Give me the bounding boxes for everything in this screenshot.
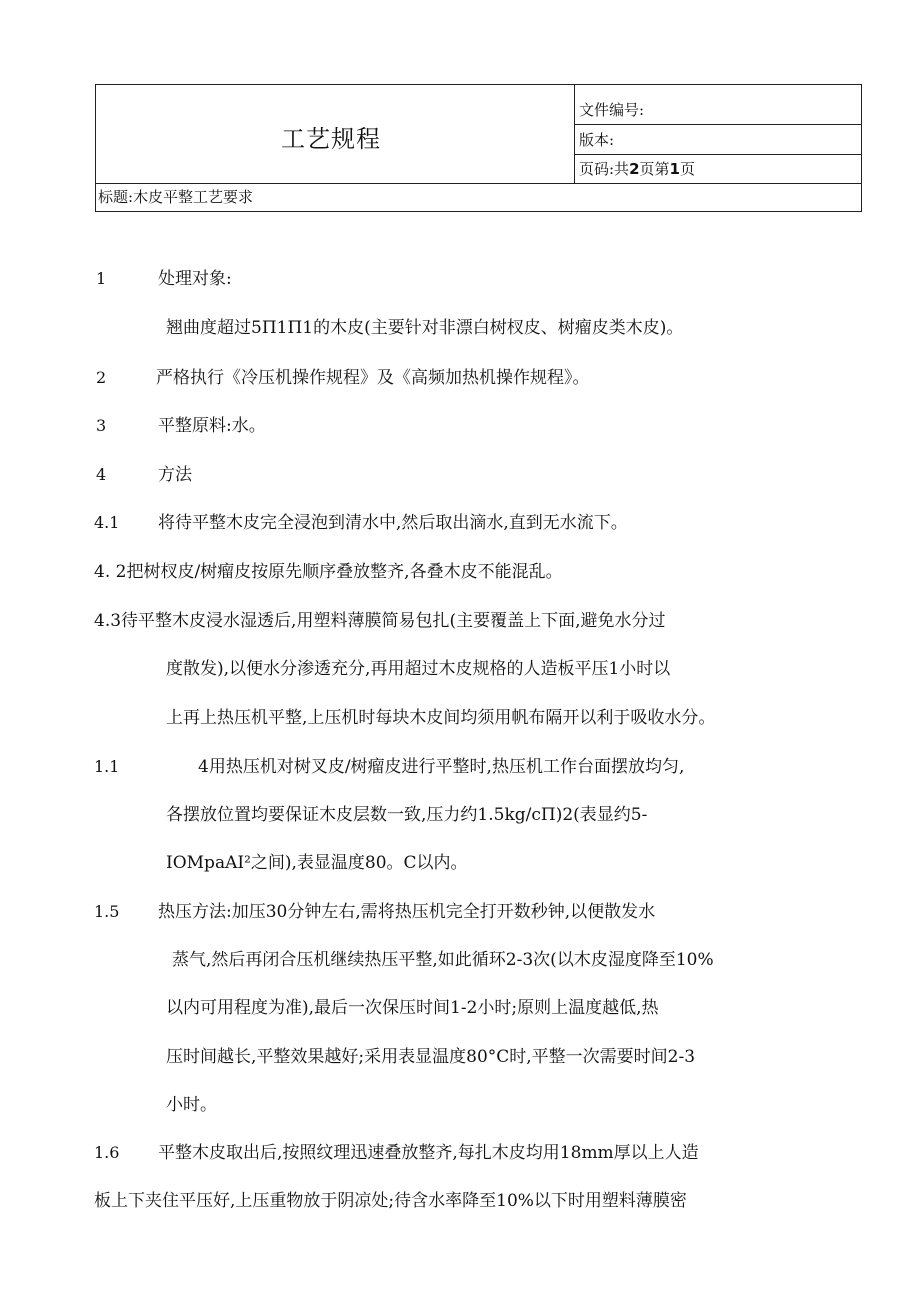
title-cell — [96, 85, 575, 184]
section-2-text: 严格执行《冷压机操作规程》及《高频加热机操作规程》。 — [156, 368, 590, 388]
section-4-3-line-3: 上再上热压机平整,上压机时每块木皮间均须用帆布隔开以利于吸收水分。 — [166, 708, 716, 728]
section-1-1-line-3: IOMpaAI²之间),表显温度80。C以内。 — [166, 853, 468, 873]
page-current: 1 — [669, 160, 680, 178]
section-1-title: 处理对象: — [158, 269, 232, 289]
section-1-5-line-3: 以内可用程度为准),最后一次保压时间1-2小时;原则上温度越低,热 — [166, 998, 659, 1018]
section-1-1-line-1: 4用热压机对树叉皮/树瘤皮进行平整时,热压机工作台面摆放均匀, — [198, 757, 685, 777]
section-1-5-line-1: 热压方法:加压30分钟左右,需将热压机完全打开数秒钟,以便散发水 — [158, 902, 656, 922]
section-1-detail: 翘曲度超过5Π1Π1的木皮(主要针对非漂白树杈皮、树瘤皮类木皮)。 — [166, 318, 684, 338]
page-mid-label: 页第 — [639, 160, 670, 178]
section-1-6-line-1: 平整木皮取出后,按照纹理迅速叠放整齐,每扎木皮均用18mm厚以上人造 — [158, 1143, 699, 1163]
section-1-5-line-5: 小时。 — [166, 1095, 217, 1115]
page-label: 页码:共 — [579, 160, 630, 178]
version-field: 版本: — [575, 125, 861, 155]
page-total: 2 — [629, 160, 640, 178]
section-4-1-number: 4.1 — [94, 513, 120, 532]
section-2-number: 2 — [96, 368, 107, 387]
page-count-field — [575, 155, 861, 184]
section-4-number: 4 — [96, 465, 107, 484]
page-end-label: 页 — [679, 160, 695, 178]
document-subject: 标题:木皮平整工艺要求 — [98, 188, 254, 206]
section-1-6-line-2: 板上下夹住平压好,上压重物放于阴凉处;待含水率降至10%以下时用塑料薄膜密 — [94, 1191, 687, 1211]
document-header-table — [95, 84, 862, 212]
section-4-title: 方法 — [158, 465, 192, 485]
section-1-number: 1 — [96, 269, 107, 288]
section-3-number: 3 — [96, 416, 107, 435]
section-1-5-line-4: 压时间越长,平整效果越好;采用表显温度80°C时,平整一次需要时间2-3 — [166, 1047, 696, 1067]
section-1-5-number: 1.5 — [94, 902, 120, 921]
document-title: 工艺规程 — [281, 125, 381, 153]
section-4-2-text: 4. 2把树杈皮/树瘤皮按原先顺序叠放整齐,各叠木皮不能混乱。 — [94, 562, 563, 582]
section-4-3-line-2: 度散发),以便水分渗透充分,再用超过木皮规格的人造板平压1小时以 — [166, 659, 671, 679]
section-3-text: 平整原料:水。 — [158, 416, 266, 436]
section-1-1-line-2: 各摆放位置均要保证木皮层数一致,压力约1.5kg/cΠ)2(表显约5- — [166, 805, 648, 825]
section-1-6-number: 1.6 — [94, 1143, 120, 1162]
section-4-1-text: 将待平整木皮完全浸泡到清水中,然后取出滴水,直到无水流下。 — [158, 513, 628, 533]
section-1-5-line-2: 蒸气,然后再闭合压机继续热压平整,如此循环2-3次(以木皮湿度降至10% — [172, 950, 714, 970]
section-4-3-line-1: 4.3待平整木皮浸水湿透后,用塑料薄膜简易包扎(主要覆盖上下面,避免水分过 — [94, 611, 666, 631]
file-number-field: 文件编号: — [575, 85, 861, 125]
section-1-1-number: 1.1 — [94, 757, 120, 776]
